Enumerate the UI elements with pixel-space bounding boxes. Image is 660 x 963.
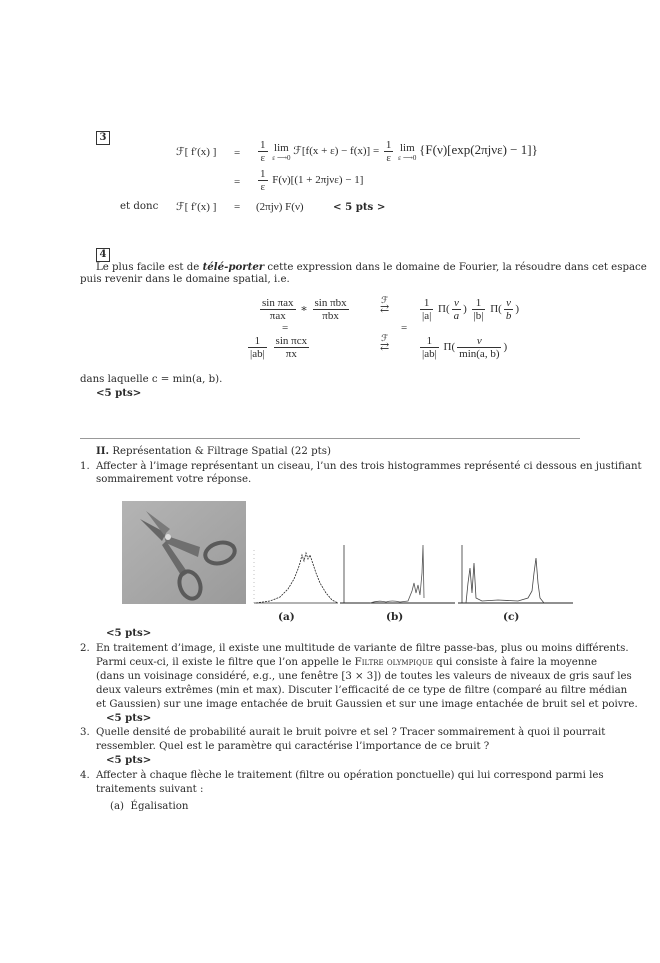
q4-number: 4. (80, 770, 90, 781)
section-4-where: dans laquelle c = min(a, b). (80, 374, 223, 385)
q1-number: 1. (80, 461, 90, 472)
sinc-result-rhs: $\frac{1}{|ab|}$ Π( $\frac{\nu}{\min(a, b)}$ ) (422, 335, 508, 360)
histogram-c (458, 543, 573, 607)
et-donc-label: et donc (120, 201, 159, 212)
eq1-lhs: ℱ[ f′(x) ] (176, 146, 217, 158)
histogram-a (250, 545, 340, 607)
q2-line3: (dans un voisinage considéré, e.g., une fenêtre [3 × 3]) de toutes les valeurs de niveaux de gris sauf les (96, 671, 632, 682)
histogram-c-caption: (c) (503, 611, 520, 623)
fourier-pair-arrow-1: ℱ ⇄ (380, 295, 390, 315)
equals-left: = (282, 322, 289, 334)
q3-line1: Quelle densité de probabilité aurait le bruit poivre et sel ? Tracer sommairement à quoi il pourrait (96, 727, 606, 738)
q4-line1: Affecter à chaque flèche le traitement (filtre ou opération ponctuelle) qui lui correspond parmi les (96, 770, 604, 781)
eq3-equals: = (234, 201, 241, 213)
section-3-number: 3 (96, 131, 110, 145)
q2-line2: Parmi ceux-ci, il existe le filtre que l’on appelle le Filtre olympique qui consiste à faire la moyenne (96, 657, 597, 668)
q4-item-a: (a) Égalisation (110, 801, 189, 812)
q4-line2: traitements suivant : (96, 784, 204, 795)
conv-rhs: $\frac{1}{|a|}$ Π( $\frac{\nu}{a}$ ) $\frac{1}{|b|}$ Π( $\frac{\nu}{b}$ ) (422, 297, 520, 322)
q2-line1: En traitement d’image, il existe une multitude de variante de filtre passe-bas, plus ou moins différents. (96, 643, 629, 654)
q1-points: <5 pts> (106, 627, 152, 639)
q2-points: <5 pts> (106, 712, 152, 724)
q3-line2: ressembler. Quel est le paramètre qui caractérise l’importance de ce bruit ? (96, 741, 490, 752)
fourier-pair-arrow-2: ℱ ⇄ (380, 333, 390, 353)
q3-number: 3. (80, 727, 90, 738)
section-divider (80, 438, 580, 439)
eq3-rhs: (2πjν) F(ν) (256, 201, 304, 213)
eq1-equals: = (234, 147, 241, 159)
section-4-points: <5 pts> (96, 387, 142, 399)
q3-points: <5 pts> (106, 754, 152, 766)
histogram-b-caption: (b) (386, 611, 404, 623)
scissors-icon (122, 501, 246, 604)
q2-line5: et Gaussien) sur une image entachée de bruit Gaussien et sur une image entachée de bruit sel et poivre. (96, 699, 638, 710)
sinc-result-lhs: $\frac{1}{|ab|}$ $\frac{\text{sin πcx}}{\pi x}$ (250, 335, 308, 360)
part-2-heading: II. Représentation & Filtrage Spatial (22 pts) (96, 445, 331, 457)
section-4-number: 4 (96, 248, 110, 262)
eq1-rhs: $\frac{1}{\varepsilon}$ lim ε ⟶0 ℱ[f(x + ε) − f(x)] = $\frac{1}{\varepsilon}$ lim ε ⟶0 {F(ν)[exp(2πjνε) − 1]} (260, 139, 538, 164)
q2-line4: deux valeurs extrêmes (min et max). Discuter l’efficacité de ce type de filtre (comparé au filtre médian (96, 685, 628, 696)
equals-right: = (401, 322, 408, 334)
histogram-a-caption: (a) (278, 611, 295, 623)
section-4-intro-line2: puis revenir dans le domaine spatial, i.e. (80, 274, 290, 285)
eq3-lhs: ℱ[ f′(x) ] (176, 201, 217, 213)
section-4-intro-line1: Le plus facile est de télé-porter cette expression dans le domaine de Fourier, la résoudre dans cet espace (96, 261, 647, 273)
conv-lhs: $\frac{\text{sin πax}}{\text{πax}}$ ∗ $\frac{\text{sin πbx}}{\text{πbx}}$ (262, 297, 347, 322)
scissors-image (122, 501, 246, 604)
histogram-b (340, 543, 455, 607)
q1-line2: sommairement votre réponse. (96, 474, 252, 485)
eq2-rhs: $\frac{1}{\varepsilon}$ F(ν)[(1 + 2πjνε) − 1] (260, 168, 364, 193)
section-3-points: < 5 pts > (333, 201, 386, 213)
q2-number: 2. (80, 643, 90, 654)
q1-line1: Affecter à l’image représentant un ciseau, l’un des trois histogrammes représenté ci dessous en justifiant (96, 461, 642, 472)
eq2-equals: = (234, 176, 241, 188)
